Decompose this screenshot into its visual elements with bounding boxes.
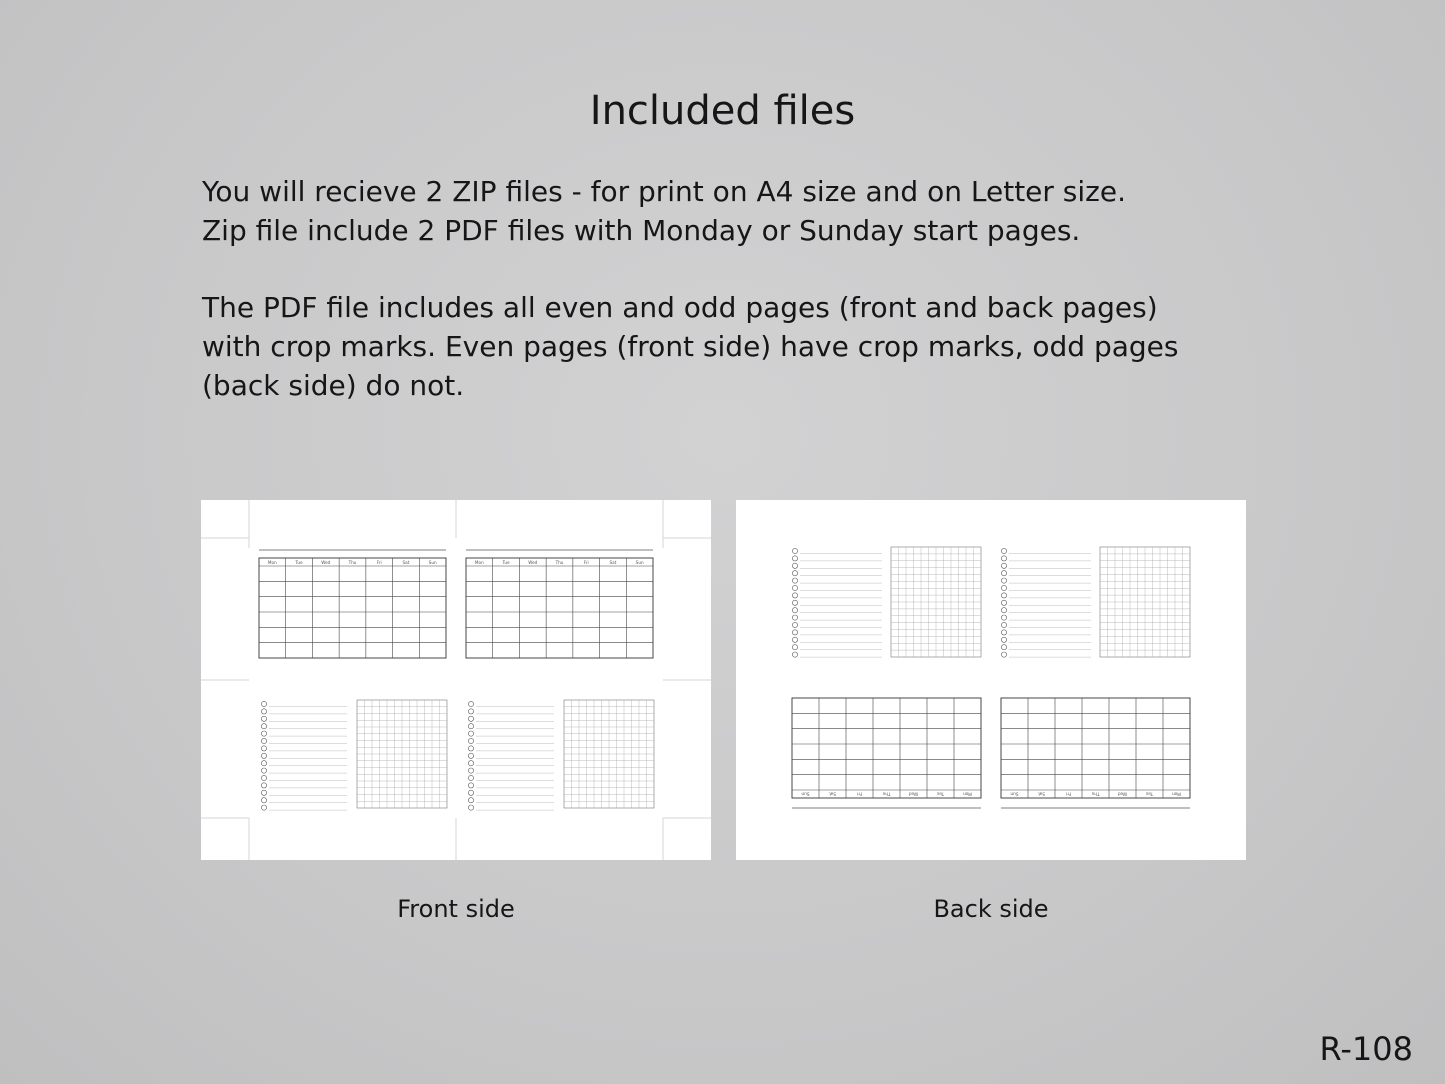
checkbox-circle xyxy=(1001,608,1006,613)
checkbox-circle xyxy=(468,709,473,714)
checkbox-circle xyxy=(261,701,266,706)
calendar-grid xyxy=(259,558,446,658)
pdf-description xyxy=(202,288,1178,405)
checkbox-circle xyxy=(468,805,473,810)
back-side-preview xyxy=(736,500,1246,860)
weekday-label: Thu xyxy=(555,560,564,565)
checkbox-circle xyxy=(1001,571,1006,576)
checkbox-circle xyxy=(792,600,797,605)
checkbox-circle xyxy=(261,790,266,795)
checkbox-circle xyxy=(261,798,266,803)
zip-description-line-1: You will recieve 2 ZIP files - for print on A4 size and on Letter size. xyxy=(202,175,1126,208)
checkbox-circle xyxy=(792,615,797,620)
checkbox-circle xyxy=(261,775,266,780)
weekday-label: Tue xyxy=(936,791,945,797)
checkbox-circle xyxy=(261,746,266,751)
checkbox-circle xyxy=(1001,593,1006,598)
checkbox-circle xyxy=(792,578,797,583)
checkbox-circle xyxy=(1001,615,1006,620)
weekday-label: Mon xyxy=(267,560,277,565)
weekday-label: Sun xyxy=(428,560,437,565)
weekday-label: Fri xyxy=(376,560,382,565)
checkbox-circle xyxy=(792,556,797,561)
checkbox-circle xyxy=(261,709,266,714)
weekday-label: Tue xyxy=(502,560,510,565)
checkbox-circle xyxy=(792,630,797,635)
checkbox-circle xyxy=(1001,645,1006,650)
weekday-label: Sat xyxy=(829,791,836,797)
weekday-label: Mon xyxy=(474,560,484,565)
weekday-label: Sat xyxy=(1038,791,1045,797)
checkbox-circle xyxy=(468,761,473,766)
weekday-label: Sun xyxy=(635,560,644,565)
checkbox-circle xyxy=(261,731,266,736)
checkbox-circle xyxy=(468,738,473,743)
checkbox-circle xyxy=(468,753,473,758)
back-side-pages xyxy=(736,500,1246,860)
checkbox-circle xyxy=(468,701,473,706)
zip-description xyxy=(202,172,1126,250)
weekday-label: Fri xyxy=(583,560,589,565)
checkbox-circle xyxy=(1001,578,1006,583)
checkbox-circle xyxy=(468,798,473,803)
checkbox-circle xyxy=(1001,652,1006,657)
weekday-label: Wed xyxy=(908,791,919,797)
checkbox-circle xyxy=(1001,563,1006,568)
checkbox-circle xyxy=(468,731,473,736)
checkbox-circle xyxy=(261,724,266,729)
weekday-label: Thu xyxy=(1091,791,1100,797)
weekday-label: Mon xyxy=(963,791,972,797)
checkbox-circle xyxy=(1001,548,1006,553)
front-side-caption: Front side xyxy=(397,895,515,923)
front-side-pages xyxy=(201,500,711,860)
checkbox-circle xyxy=(792,571,797,576)
checkbox-circle xyxy=(261,783,266,788)
checkbox-circle xyxy=(261,805,266,810)
checkbox-circle xyxy=(792,645,797,650)
back-side-caption: Back side xyxy=(933,895,1049,923)
weekday-label: Sat xyxy=(402,560,410,565)
checkbox-circle xyxy=(792,637,797,642)
checkbox-circle xyxy=(792,593,797,598)
checkbox-circle xyxy=(261,761,266,766)
checkbox-circle xyxy=(792,563,797,568)
pdf-description-line-2: with crop marks. Even pages (front side) have crop marks, odd pages xyxy=(202,330,1179,363)
weekday-label: Sat xyxy=(609,560,617,565)
checkbox-circle xyxy=(468,724,473,729)
weekday-label: Tue xyxy=(295,560,303,565)
weekday-label: Fri xyxy=(857,791,862,797)
checkbox-circle xyxy=(468,746,473,751)
weekday-label: Thu xyxy=(348,560,357,565)
checkbox-circle xyxy=(1001,637,1006,642)
checkbox-circle xyxy=(1001,622,1006,627)
calendar-grid xyxy=(792,698,981,798)
weekday-label: Wed xyxy=(321,560,331,565)
checkbox-circle xyxy=(1001,630,1006,635)
checkbox-circle xyxy=(792,608,797,613)
weekday-label: Sun xyxy=(801,791,810,797)
checkbox-circle xyxy=(468,768,473,773)
checkbox-circle xyxy=(468,716,473,721)
product-code: R-108 xyxy=(1319,1030,1413,1068)
calendar-grid xyxy=(466,558,653,658)
checkbox-circle xyxy=(792,548,797,553)
checkbox-circle xyxy=(792,585,797,590)
checkbox-circle xyxy=(1001,585,1006,590)
weekday-label: Wed xyxy=(528,560,538,565)
weekday-label: Tue xyxy=(1145,791,1154,797)
weekday-label: Wed xyxy=(1117,791,1128,797)
checkbox-circle xyxy=(792,622,797,627)
weekday-label: Thu xyxy=(882,791,891,797)
checkbox-circle xyxy=(261,753,266,758)
checkbox-circle xyxy=(792,652,797,657)
weekday-label: Sun xyxy=(1010,791,1019,797)
checkbox-circle xyxy=(468,783,473,788)
pdf-description-line-3: (back side) do not. xyxy=(202,369,465,402)
checkbox-circle xyxy=(468,775,473,780)
checkbox-circle xyxy=(1001,556,1006,561)
calendar-grid xyxy=(1001,698,1190,798)
front-side-preview xyxy=(201,500,711,860)
checkbox-circle xyxy=(468,790,473,795)
page-title: Included files xyxy=(589,88,856,134)
checkbox-circle xyxy=(261,768,266,773)
weekday-label: Fri xyxy=(1066,791,1071,797)
weekday-label: Mon xyxy=(1172,791,1181,797)
checkbox-circle xyxy=(261,738,266,743)
pdf-description-line-1: The PDF file includes all even and odd pages (front and back pages) xyxy=(202,291,1158,324)
zip-description-line-2: Zip file include 2 PDF files with Monday or Sunday start pages. xyxy=(202,214,1081,247)
checkbox-circle xyxy=(261,716,266,721)
checkbox-circle xyxy=(1001,600,1006,605)
